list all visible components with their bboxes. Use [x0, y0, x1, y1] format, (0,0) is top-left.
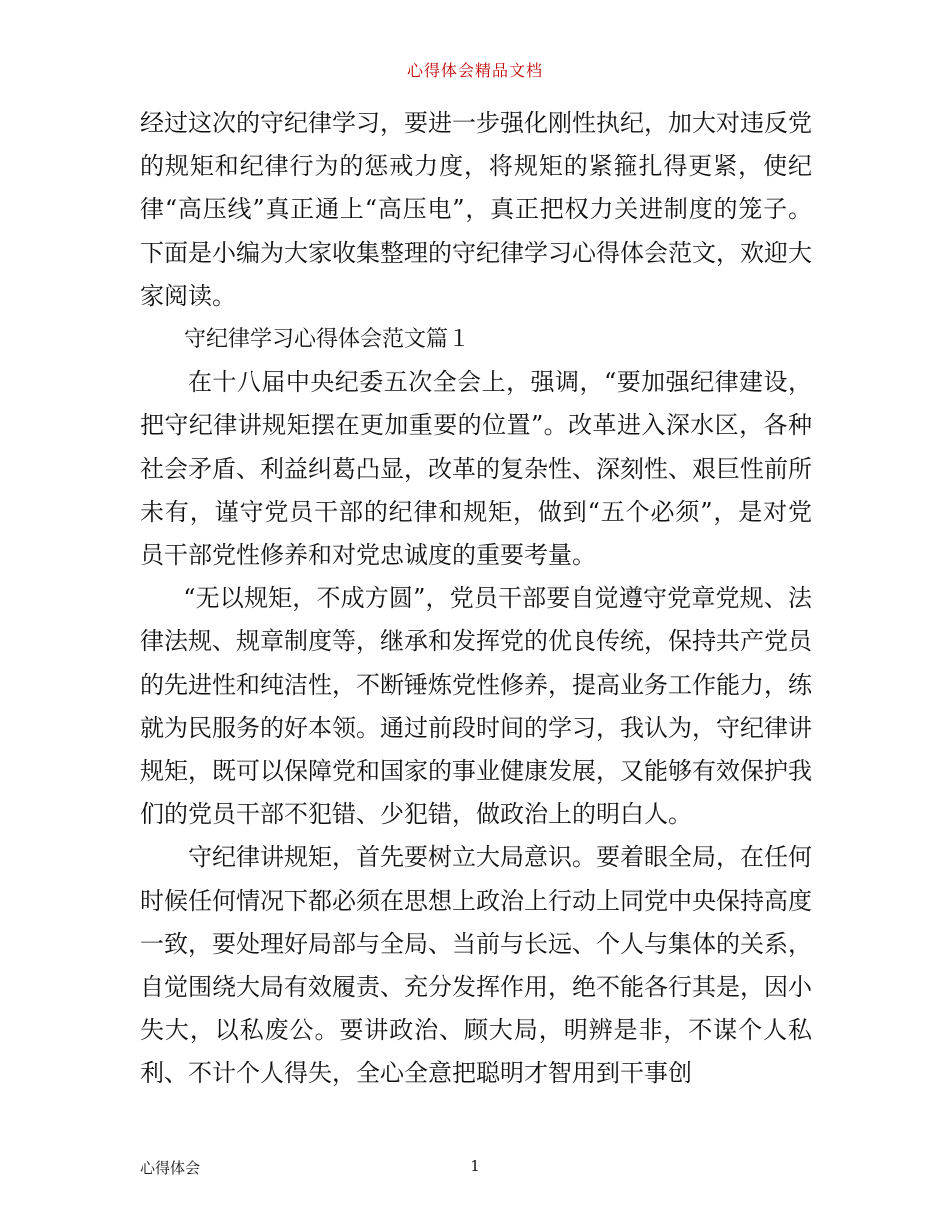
section-heading: 守纪律学习心得体会范文篇１: [184, 327, 471, 353]
intro-paragraph: 经过这次的守纪律学习，要进一步强化刚性执纪，加大对违反党的规矩和纪律行为的惩戒力度，将规矩的紧箍扎得更紧，使纪律“高压线”真正通上“高压电”，真正把权力关进制度的笼子。下面是小编为大家收集整理的守纪律学习心得体会范文，欢迎大家阅读。: [140, 109, 812, 310]
body-paragraph: 在十八届中央纪委五次全会上，强调，“要加强纪律建设，把守纪律讲规矩摆在更加重要的位置”。改革进入深水区，各种社会矛盾、利益纠葛凸显，改革的复杂性、深刻性、艰巨性前所未有，谨守党员干部的纪律和规矩，做到“五个必须”，是对党员干部党性修养和对党忠诚度的重要考量。: [140, 368, 812, 570]
page-footer-label: 心得体会: [140, 1159, 201, 1177]
document-body: [140, 102, 812, 1096]
body-paragraph: 守纪律讲规矩，首先要树立大局意识。要着眼全局，在任何时候任何情况下都必须在思想上政治上行动上同党中央保持高度一致，要处理好局部与全局、当前与长远、个人与集体的关系，自觉围绕大局有效履责、充分发挥作用，绝不能各行其是，因小失大，以私废公。要讲政治、顾大局，明辨是非，不谋个人私利、不计个人得失，全心全意把聪明才智用到干事创: [140, 843, 812, 1088]
page-number: 1: [470, 1157, 480, 1175]
page-header: 心得体会精品文档: [406, 61, 543, 80]
body-paragraph: “无以规矩，不成方圆”，党员干部要自觉遵守党章党规、法律法规、规章制度等，继承和发挥党的优良传统，保持共产党员的先进性和纯洁性，不断锤炼党性修养，提高业务工作能力，练就为民服务的好本领。通过前段时间的学习，我认为，守纪律讲规矩，既可以保障党和国家的事业健康发展，又能够有效保护我们的党员干部不犯错、少犯错，做政治上的明白人。: [140, 584, 812, 829]
